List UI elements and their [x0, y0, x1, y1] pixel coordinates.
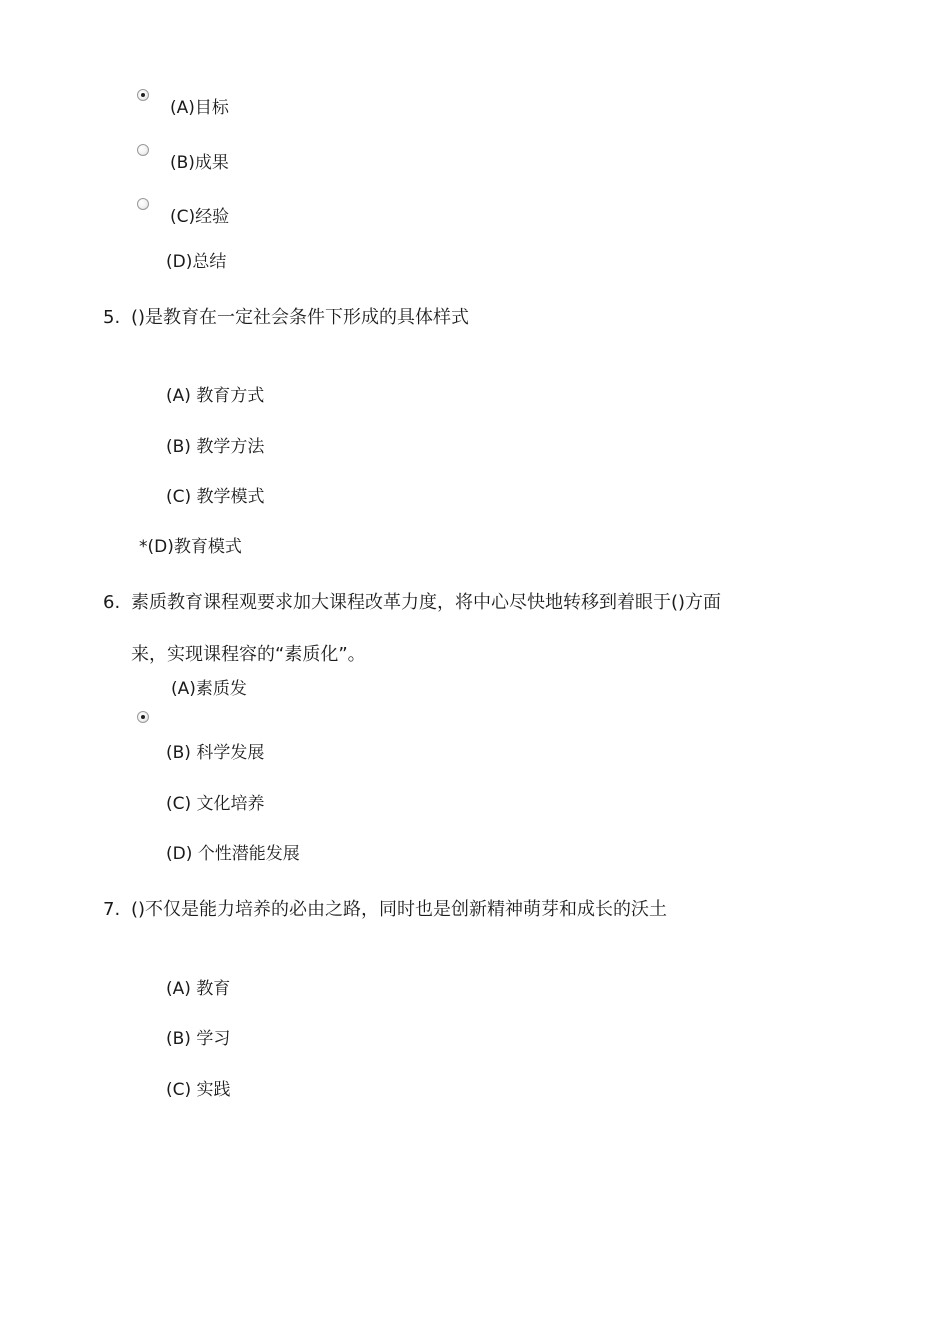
q7-option-a-label: (A) 教育: [166, 979, 231, 999]
q5-question-text: ()是教育在一定社会条件下形成的具体样式: [131, 307, 470, 328]
q6-question-text-line2: 来，实现课程容的“素质化”。: [131, 644, 366, 665]
q6-option-c-label: (C) 文化培养: [166, 794, 265, 814]
q6-option-a-label: (A)素质发: [171, 679, 247, 699]
q7-option-c-label: (C) 实践: [166, 1080, 231, 1100]
q5-option-b-label: (B) 教学方法: [166, 437, 265, 457]
q5-number: 5.: [103, 307, 121, 328]
q5-option-d-label: *(D)教育模式: [139, 537, 242, 557]
q6-number: 6.: [103, 592, 121, 613]
q4-option-c-radio[interactable]: [137, 198, 149, 210]
q7-number: 7.: [103, 899, 121, 920]
q4-option-a-label: (A)目标: [170, 98, 229, 118]
q6-option-d-label: (D) 个性潜能发展: [166, 844, 300, 864]
q4-option-c-label: (C)经验: [170, 207, 230, 227]
q5-option-c-label: (C) 教学模式: [166, 487, 265, 507]
q7-option-b-label: (B) 学习: [166, 1029, 231, 1049]
q6-option-a-radio[interactable]: [137, 711, 149, 723]
q4-option-d-label: (D)总结: [166, 252, 227, 272]
q5-option-a-label: (A) 教育方式: [166, 386, 265, 406]
q4-option-b-label: (B)成果: [170, 153, 229, 173]
q4-option-b-radio[interactable]: [137, 144, 149, 156]
q6-question-text-line1: 素质教育课程观要求加大课程改革力度，将中心尽快地转移到着眼于()方面: [131, 592, 722, 613]
q4-option-a-radio[interactable]: [137, 89, 149, 101]
q6-option-b-label: (B) 科学发展: [166, 743, 265, 763]
q7-question-text: ()不仅是能力培养的必由之路，同时也是创新精神萌芽和成长的沃土: [131, 899, 668, 920]
